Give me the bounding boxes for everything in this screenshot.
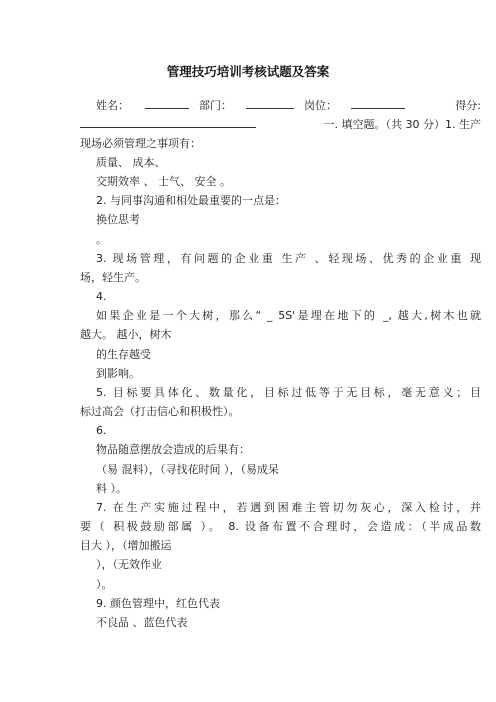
text-line: ）。 [96,578,113,591]
score-blank [80,118,256,128]
text-line: 目大 ），（增加搬运 [80,539,172,552]
header-fields-row [96,99,481,112]
text-line: 2. 与同事沟通和相处最重要的一点是： [96,194,286,207]
text-line: 料 ）。 [96,482,127,495]
text-line: 标过高会（打击信心和积极性）。 [80,405,240,418]
document-title: 管理技巧培训考核试题及答案 [166,64,330,79]
text-line: 物品随意摆放会造成的后果有： [96,443,250,456]
name-blank [145,99,189,109]
header-line-2 [80,118,481,131]
text-line: （易 混料），（寻找花时间 ），（易成呆 [96,463,279,476]
text-line: 交期效率 、 士气、 安全 。 [96,175,231,188]
text-line: 到影响。 [96,367,140,380]
text-line: 7. 在生产实施过程中，若遇到困难主管切勿灰心，深入检讨，并 [96,501,481,514]
dept-label: 部门： [199,99,232,112]
text-line: 质量、 成本、 [96,156,166,169]
text-line: ），（无效作业 [96,558,162,571]
text-line: 如果企业是一个大树，那么“ _ 5S'是埋在地下的 _, 越大,树木也就 [96,309,481,322]
text-line: 现场必须管理之事项有： [80,137,201,150]
text-line: 3. 现场管理，有问题的企业重 生产 、轻现场、优秀的企业重 现 [96,252,481,265]
text-line: 越大。 越小，树木 [80,328,172,341]
text-line: 6. [96,424,107,437]
name-label: 姓名： [96,99,129,112]
text-line: 不良品 、蓝色代表 [96,616,188,629]
text-line: 5. 目标要具体化、数量化，目标过低等于无目标，毫无意义；目 [96,386,481,399]
section-intro: 一. 填空题。（共 30 分）1. 生产 [323,118,481,131]
text-line: 9. 颜色管理中，红色代表 [96,597,220,610]
post-label: 岗位： [304,99,337,112]
score-label: 得分: [455,99,481,112]
text-line: 换位思考 [96,213,140,226]
dept-blank [246,99,294,109]
text-line: 。 [96,233,107,246]
text-line: 要（ 积极鼓励部属 ）。 8. 设备布置不合理时，会造成：（半成品数 [80,520,481,533]
text-line: 4. [96,290,107,303]
post-blank [351,99,405,109]
text-line: 场，轻生产。 [80,271,146,284]
text-line: 的生存越受 [96,348,151,361]
